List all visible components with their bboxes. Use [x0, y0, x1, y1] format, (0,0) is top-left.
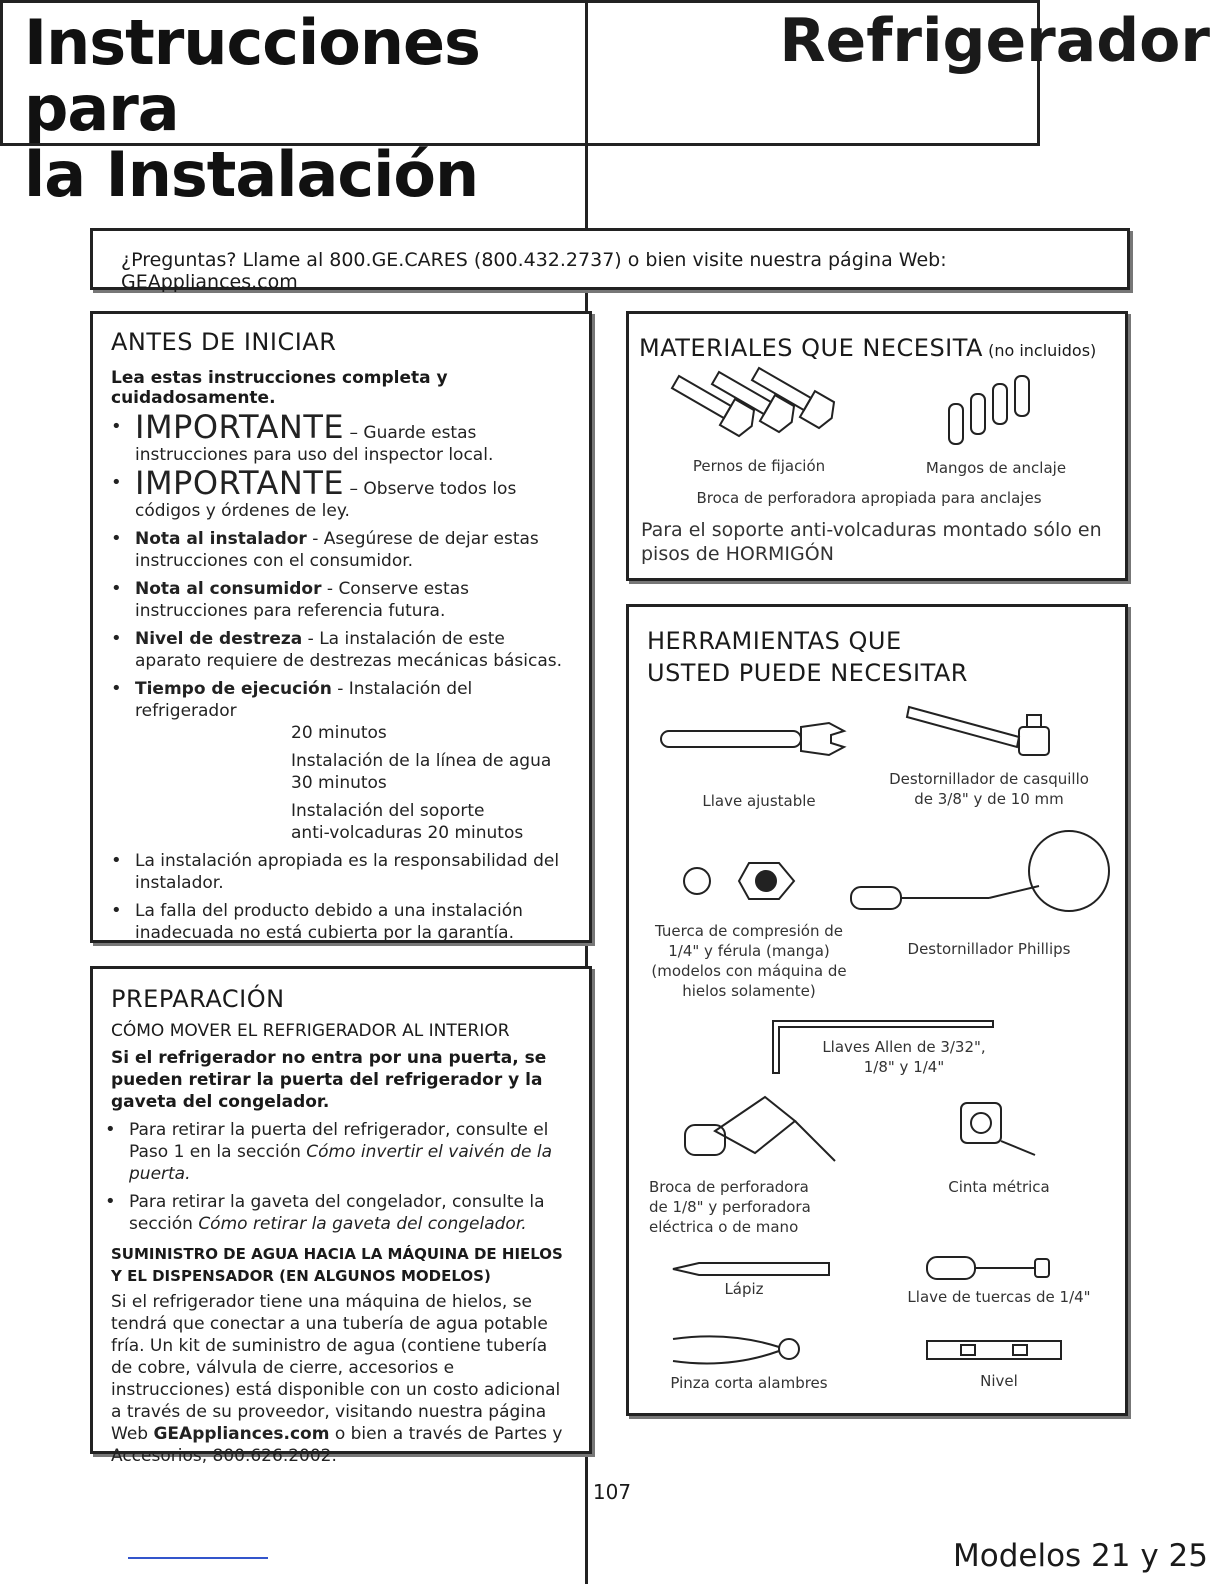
- label-pernos: Pernos de fijación: [692, 457, 826, 475]
- label-line: Destornillador de casquillo: [889, 770, 1089, 788]
- tools-section: [626, 604, 1128, 1416]
- time-water-line: 30 minutos: [291, 773, 387, 793]
- warranty-note: • La falla del producto debido a una instalación inadecuada no está cubierta por la garantía.: [93, 900, 571, 944]
- concrete-note: Para el soporte anti-volcaduras montado sólo en pisos de HORMIGÓN: [641, 519, 1102, 565]
- label-line: (modelos con máquina de: [651, 962, 847, 980]
- phillips-screwdriver-icon: [849, 831, 1119, 921]
- item-text: - Instalación del refrigerador: [135, 679, 473, 721]
- responsibility-note: • La instalación apropiada es la responsabilidad del instalador.: [93, 850, 571, 894]
- label-line: hielos solamente): [682, 982, 816, 1000]
- important-item-1: [93, 408, 571, 466]
- models-label: Modelos 21 y 25: [953, 1538, 1208, 1574]
- preparation-section: [90, 966, 592, 1466]
- prep-bullet-drawer: [87, 1191, 573, 1235]
- note-consumer: [93, 578, 571, 622]
- label-line: eléctrica o de mano: [649, 1218, 799, 1236]
- item-head: Nivel de destreza: [135, 629, 303, 649]
- label-line: Tuerca de compresión de: [655, 922, 843, 940]
- before-you-begin-section: [90, 311, 592, 943]
- label-allen: [789, 1037, 1019, 1077]
- time-refrigerator: 20 minutos: [291, 723, 387, 743]
- section-title-prep: PREPARACIÓN: [111, 985, 285, 1013]
- nut-driver-icon: [925, 1253, 1055, 1283]
- label-pinza: Pinza corta alambres: [670, 1374, 828, 1392]
- label-line: 1/4" y férula (manga): [668, 942, 830, 960]
- materials-section: [626, 311, 1128, 581]
- item-head: Tiempo de ejecución: [135, 679, 332, 699]
- important-text: – Guarde estas instrucciones para uso del inspector local.: [135, 423, 494, 465]
- ge-website-link[interactable]: GEAppliances.com: [153, 1424, 330, 1444]
- drill-icon: [675, 1091, 845, 1171]
- label-line: de 3/8" y de 10 mm: [914, 790, 1064, 808]
- time-water-line-label: Instalación de la línea de agua: [291, 751, 552, 771]
- section-title-tools-1: HERRAMIENTAS QUE: [647, 627, 902, 655]
- label-line: Llaves Allen de 3/32",: [822, 1038, 986, 1056]
- question-bar: [90, 228, 1130, 293]
- bullet-reference: Cómo retirar la gaveta del congelador.: [198, 1214, 527, 1234]
- bullet-reference: Cómo invertir el vaivén de la puerta.: [129, 1142, 552, 1184]
- bullet-text: Para retirar la puerta del refrigerador, consulte el Paso 1 en la sección: [129, 1120, 549, 1162]
- label-line: de 1/8" y perforadora: [649, 1198, 811, 1216]
- level-icon: [925, 1337, 1065, 1363]
- section-title-tools-2: USTED PUEDE NECESITAR: [647, 659, 968, 687]
- wire-cutter-icon: [669, 1329, 829, 1369]
- prep-subtitle-1: CÓMO MOVER EL REFRIGERADOR AL INTERIOR: [111, 1021, 510, 1041]
- label-llave: Llave ajustable: [702, 792, 816, 810]
- label-nivel: Nivel: [980, 1372, 1018, 1390]
- water-supply-paragraph: [111, 1291, 573, 1467]
- lag-bolts-illustration: [669, 366, 859, 456]
- bullet-text: Para retirar la gaveta del congelador, consulte la sección: [129, 1192, 545, 1234]
- paragraph-text: o bien a través de Partes y Accesorios, 800.626.2002.: [111, 1424, 563, 1466]
- anchor-sleeves-illustration: [939, 374, 1059, 454]
- paragraph-text: Si el refrigerador tiene una máquina de hielos, se tendrá que conectar a una tubería de agua potable fría. Un kit de suministro de agua (contiene tubería de cobre, válvula de cierre, accesorios e instrucciones) está disponible con un costo adicional a través de su proveedor, visitando nuestra página Web: [111, 1292, 561, 1444]
- completion-time: [93, 678, 571, 722]
- label-tuerca: [639, 921, 859, 1001]
- prep-bullet-door: [87, 1119, 573, 1185]
- label-llave-tuercas: Llave de tuercas de 1/4": [907, 1288, 1091, 1306]
- label-broca: [649, 1177, 849, 1237]
- materials-note: (no incluidos): [988, 341, 1097, 360]
- important-text: – Observe todos los códigos y órdenes de ley.: [135, 479, 517, 521]
- title-line-1: Instrucciones para: [24, 6, 480, 145]
- item-text: - Conserve estas instrucciones para referencia futura.: [135, 579, 469, 621]
- section-title-materials: MATERIALES QUE NECESITA: [639, 334, 983, 362]
- important-label: IMPORTANTE: [135, 408, 345, 446]
- label-phillips: Destornillador Phillips: [907, 940, 1071, 958]
- prep-subtitle-2: SUMINISTRO DE AGUA HACIA LA MÁQUINA DE HIELOS Y EL DISPENSADOR (EN ALGUNOS MODELOS): [111, 1245, 563, 1285]
- label-cinta: Cinta métrica: [948, 1178, 1050, 1196]
- important-item-2: [93, 464, 571, 522]
- label-casquillo: [879, 769, 1099, 809]
- skill-level: [93, 628, 571, 672]
- antes-intro: Lea estas instrucciones completa y cuidadosamente.: [111, 368, 448, 408]
- label-line: 1/8" y 1/4": [863, 1058, 945, 1076]
- product-name: Refrigerador: [779, 6, 1210, 76]
- socket-driver-icon: [899, 697, 1079, 767]
- time-bracket-label: Instalación del soporte: [291, 801, 485, 821]
- time-bracket: anti-volcaduras 20 minutos: [291, 823, 524, 843]
- item-head: Nota al consumidor: [135, 579, 322, 599]
- footer-rule: [128, 1557, 268, 1559]
- label-line: Broca de perforadora: [649, 1178, 809, 1196]
- label-lapiz: Lápiz: [724, 1280, 764, 1298]
- note-installer: [93, 528, 571, 572]
- adjustable-wrench-icon: [659, 717, 859, 767]
- question-text: ¿Preguntas? Llame al 800.GE.CARES (800.432.2737) o bien visite nuestra página Web: GEAppliances.com: [121, 249, 947, 293]
- prep-bold-note: Si el refrigerador no entra por una puerta, se pueden retirar la puerta del refrigerador y la gaveta del congelador.: [111, 1048, 547, 1112]
- pencil-icon: [669, 1259, 839, 1279]
- page-title: [24, 6, 585, 211]
- title-line-2: la Instalación: [24, 138, 479, 211]
- compression-nut-icon: [679, 857, 809, 907]
- section-title-antes: ANTES DE INICIAR: [111, 328, 337, 356]
- item-head: Nota al instalador: [135, 529, 307, 549]
- item-text: - Asegúrese de dejar estas instrucciones con el consumidor.: [135, 529, 539, 571]
- page-number: 107: [592, 1480, 632, 1504]
- tape-measure-icon: [959, 1101, 1039, 1161]
- label-mangos: Mangos de anclaje: [925, 459, 1067, 477]
- important-label: IMPORTANTE: [135, 464, 345, 502]
- item-text: - La instalación de este aparato requiere de destrezas mecánicas básicas.: [135, 629, 563, 671]
- label-broca-anclajes: Broca de perforadora apropiada para anclajes: [696, 489, 1042, 507]
